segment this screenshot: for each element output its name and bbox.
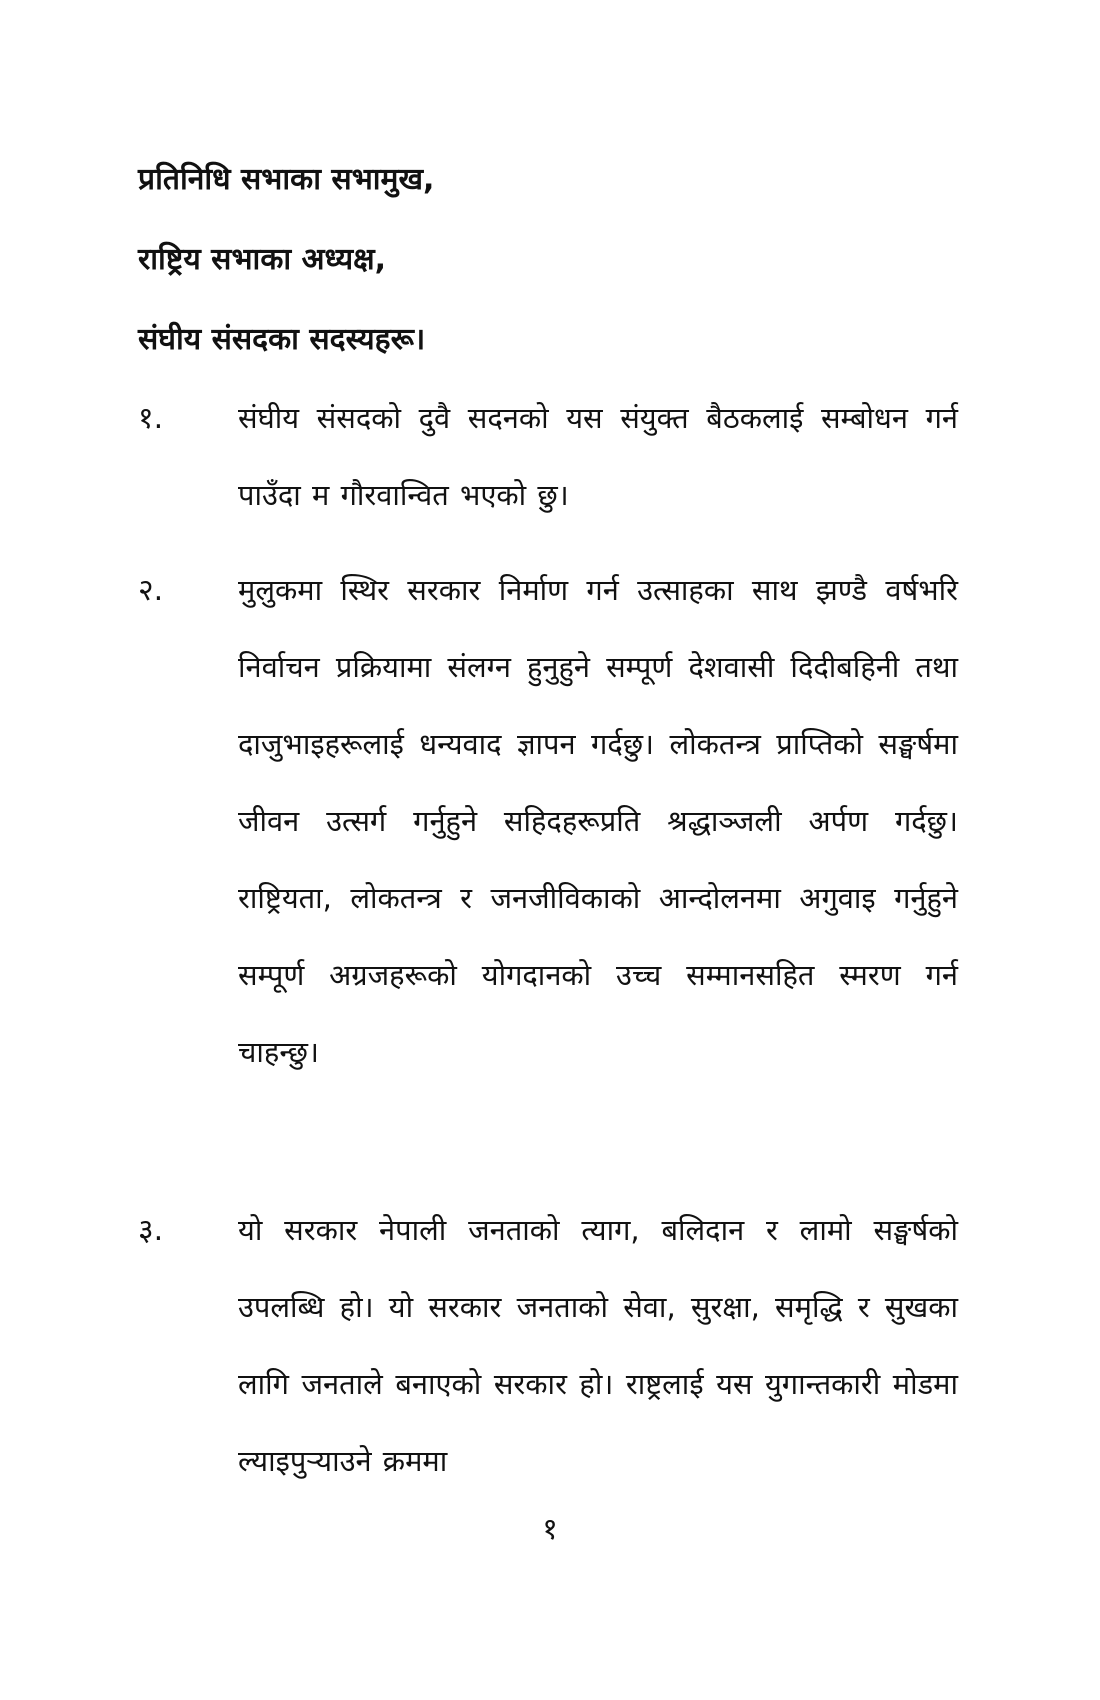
paragraph-text: यो सरकार नेपाली जनताको त्याग, बलिदान र लामो सङ्घर्षको उपलब्धि हो। यो सरकार जनताको सेवा, सुरक्षा, समृद्धि र सुखका लागि जनताले बनाएको सरकार हो। राष्ट्रलाई यस युगान्तकारी मोडमा ल्याइपुऱ्याउने क्रममा bbox=[238, 1213, 958, 1478]
paragraph-number: २. bbox=[138, 573, 164, 608]
page-number: १ bbox=[542, 1512, 558, 1547]
salutation-chairperson: राष्ट्रिय सभाका अध्यक्ष, bbox=[138, 242, 387, 277]
paragraph-text: संघीय संसदको दुवै सदनको यस संयुक्त बैठकलाई सम्बोधन गर्न पाउँदा म गौरवान्वित भएको छु। bbox=[238, 401, 958, 512]
salutation-members: संघीय संसदका सदस्यहरू। bbox=[138, 322, 426, 357]
paragraph-number: ३. bbox=[138, 1213, 164, 1248]
paragraph-text: मुलुकमा स्थिर सरकार निर्माण गर्न उत्साहका साथ झण्डै वर्षभरि निर्वाचन प्रक्रियामा संलग्न हुनुहुने सम्पूर्ण देशवासी दिदीबहिनी तथा दाजुभाइहरूलाई धन्यवाद ज्ञापन गर्दछु। लोकतन्त्र प्राप्तिको सङ्घर्षमा जीवन उत्सर्ग गर्नुहुने सहिदहरूप्रति श्रद्धाञ्जली अर्पण गर्दछु। राष्ट्रियता, लोकतन्त्र र जनजीविकाको आन्दोलनमा अगुवाइ गर्नुहुने सम्पूर्ण अग्रजहरूको योगदानको उच्च सम्मानसहित स्मरण गर्न चाहन्छु। bbox=[238, 573, 958, 1069]
paragraph-number: १. bbox=[138, 401, 164, 436]
salutation-block bbox=[138, 140, 958, 380]
salutation-speaker: प्रतिनिधि सभाका सभामुख, bbox=[138, 162, 435, 197]
